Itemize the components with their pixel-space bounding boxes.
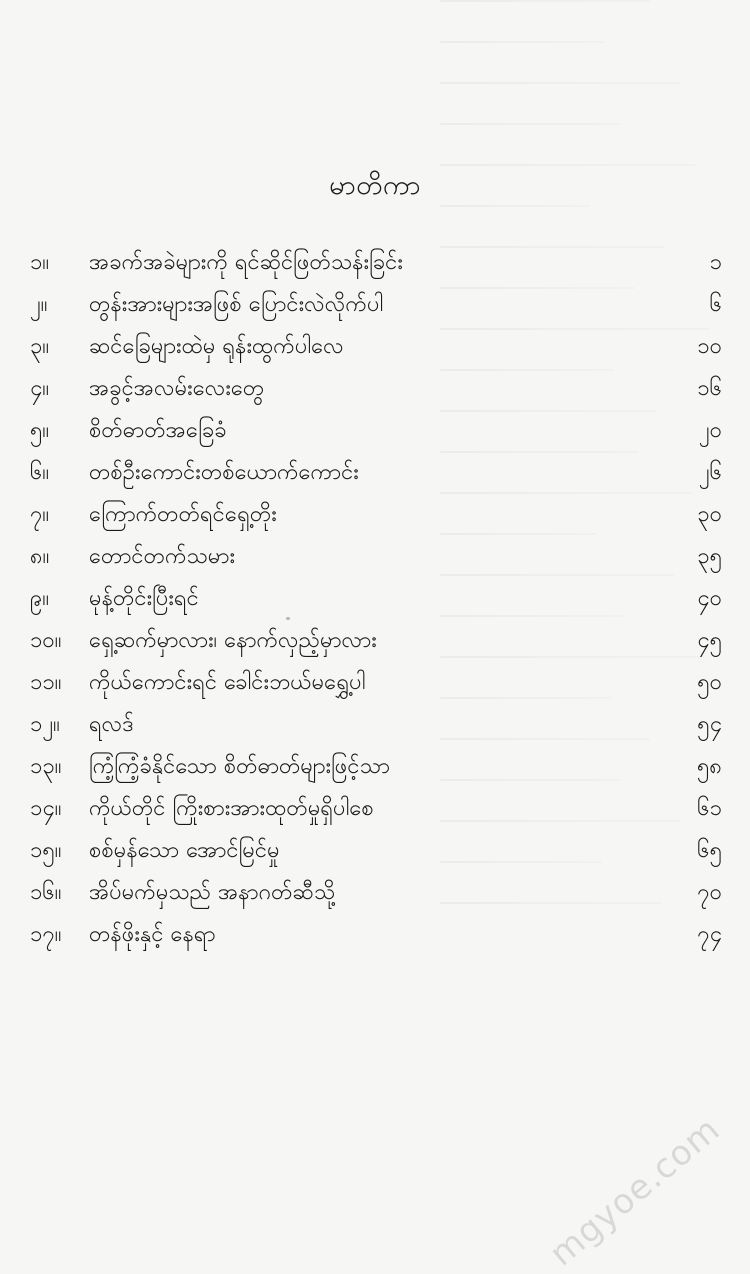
toc-entry [30, 536, 722, 578]
toc-entry [30, 620, 722, 662]
site-watermark: mgyoe.com [542, 1109, 728, 1274]
toc-entry-page: ၄၅ [697, 628, 722, 653]
toc-entry-page: ၁ [709, 250, 722, 275]
table-of-contents [30, 242, 722, 956]
toc-entry-number: ၁၂။ [30, 712, 60, 737]
toc-entry-title: အခက်အခဲများကို ရင်ဆိုင်ဖြတ်သန်းခြင်း [89, 250, 403, 275]
toc-entry-title: အခွင့်အလမ်းလေးတွေ [89, 376, 265, 401]
toc-entry-number: ၁၀။ [30, 628, 62, 653]
toc-entry-number: ၅။ [30, 418, 50, 443]
toc-entry-page: ၆၁ [697, 796, 722, 821]
toc-entry [30, 452, 722, 494]
toc-entry-page: ၆ [709, 292, 722, 317]
toc-entry-title: ကိုယ်ကောင်းရင် ခေါင်းဘယ်မရွှေ့ပါ [89, 670, 366, 695]
toc-entry-page: ၁၆ [697, 376, 722, 401]
toc-entry [30, 494, 722, 536]
toc-entry-number: ၁၇။ [30, 922, 62, 947]
toc-entry [30, 830, 722, 872]
toc-entry-title: ကြောက်တတ်ရင်ရှေ့တိုး [89, 502, 277, 527]
toc-entry-number: ၁၆။ [30, 880, 62, 905]
toc-entry-number: ၃။ [30, 334, 50, 359]
toc-entry-number: ၁၃။ [30, 754, 62, 779]
toc-entry-number: ၁၄။ [30, 796, 62, 821]
toc-entry-title: ရှေ့ဆက်မှာလား၊ နောက်လှည့်မှာလား [89, 628, 377, 653]
toc-entry-page: ၂၀ [698, 418, 722, 443]
toc-entry-number: ၆။ [30, 460, 50, 485]
toc-entry [30, 788, 722, 830]
toc-entry-number: ၁၁။ [30, 670, 62, 695]
toc-entry-title: ဆင်ခြေများထဲမှ ရုန်းထွက်ပါလေ [89, 334, 344, 359]
toc-entry-page: ၃၀ [697, 502, 722, 527]
toc-entry [30, 242, 722, 284]
toc-entry-page: ၂၆ [698, 460, 722, 485]
toc-entry-page: ၅၄ [697, 712, 722, 737]
toc-entry-page: ၅၀ [697, 670, 722, 695]
toc-entry-title: ကြံ့ကြံ့ခံနိုင်သော စိတ်ဓာတ်များဖြင့်သာ [89, 754, 390, 779]
toc-entry-title: ရလဒ် [89, 712, 134, 737]
toc-entry [30, 284, 722, 326]
toc-entry [30, 368, 722, 410]
toc-entry-number: ၂။ [30, 292, 48, 317]
toc-entry [30, 410, 722, 452]
toc-entry-title: အိပ်မက်မှသည် အနာဂတ်ဆီသို့ [89, 880, 336, 905]
toc-entry-number: ၁။ [30, 250, 50, 275]
toc-entry-number: ၇။ [30, 502, 50, 527]
toc-entry-page: ၆၅ [697, 838, 722, 863]
paper-speck [286, 617, 290, 620]
toc-entry [30, 662, 722, 704]
toc-entry [30, 578, 722, 620]
toc-entry-page: ၇၄ [697, 922, 722, 947]
toc-entry-title: တန်ဖိုးနှင့် နေရာ [89, 922, 216, 947]
toc-entry-number: ၁၅။ [30, 838, 62, 863]
toc-entry-page: ၅၈ [697, 754, 722, 779]
toc-entry-title: မုန့်တိုင်းပြီးရင် [89, 586, 199, 611]
toc-entry-title: စစ်မှန်သော အောင်မြင်မှု [89, 838, 280, 863]
toc-entry-title: တစ်ဦးကောင်းတစ်ယောက်ကောင်း [89, 460, 359, 485]
toc-entry [30, 326, 722, 368]
toc-entry-title: တောင်တက်သမား [89, 544, 236, 569]
toc-entry-title: ကိုယ်တိုင် ကြိုးစားအားထုတ်မှုရှိပါစေ [89, 796, 374, 821]
toc-entry-page: ၁၀ [697, 334, 722, 359]
toc-entry-number: ၈။ [30, 544, 50, 569]
toc-entry [30, 914, 722, 956]
toc-entry [30, 746, 722, 788]
toc-entry-title: တွန်းအားများအဖြစ် ပြောင်းလဲလိုက်ပါ [89, 292, 384, 317]
page-title: မာတိကာ [329, 170, 421, 201]
toc-entry [30, 704, 722, 746]
toc-entry-page: ၄၀ [697, 586, 722, 611]
toc-entry-page: ၃၅ [697, 544, 722, 569]
toc-entry-page: ၇၀ [697, 880, 722, 905]
toc-entry-number: ၄။ [30, 376, 50, 401]
toc-entry [30, 872, 722, 914]
toc-entry-number: ၉။ [30, 586, 50, 611]
toc-entry-title: စိတ်ဓာတ်အခြေခံ [89, 418, 227, 443]
